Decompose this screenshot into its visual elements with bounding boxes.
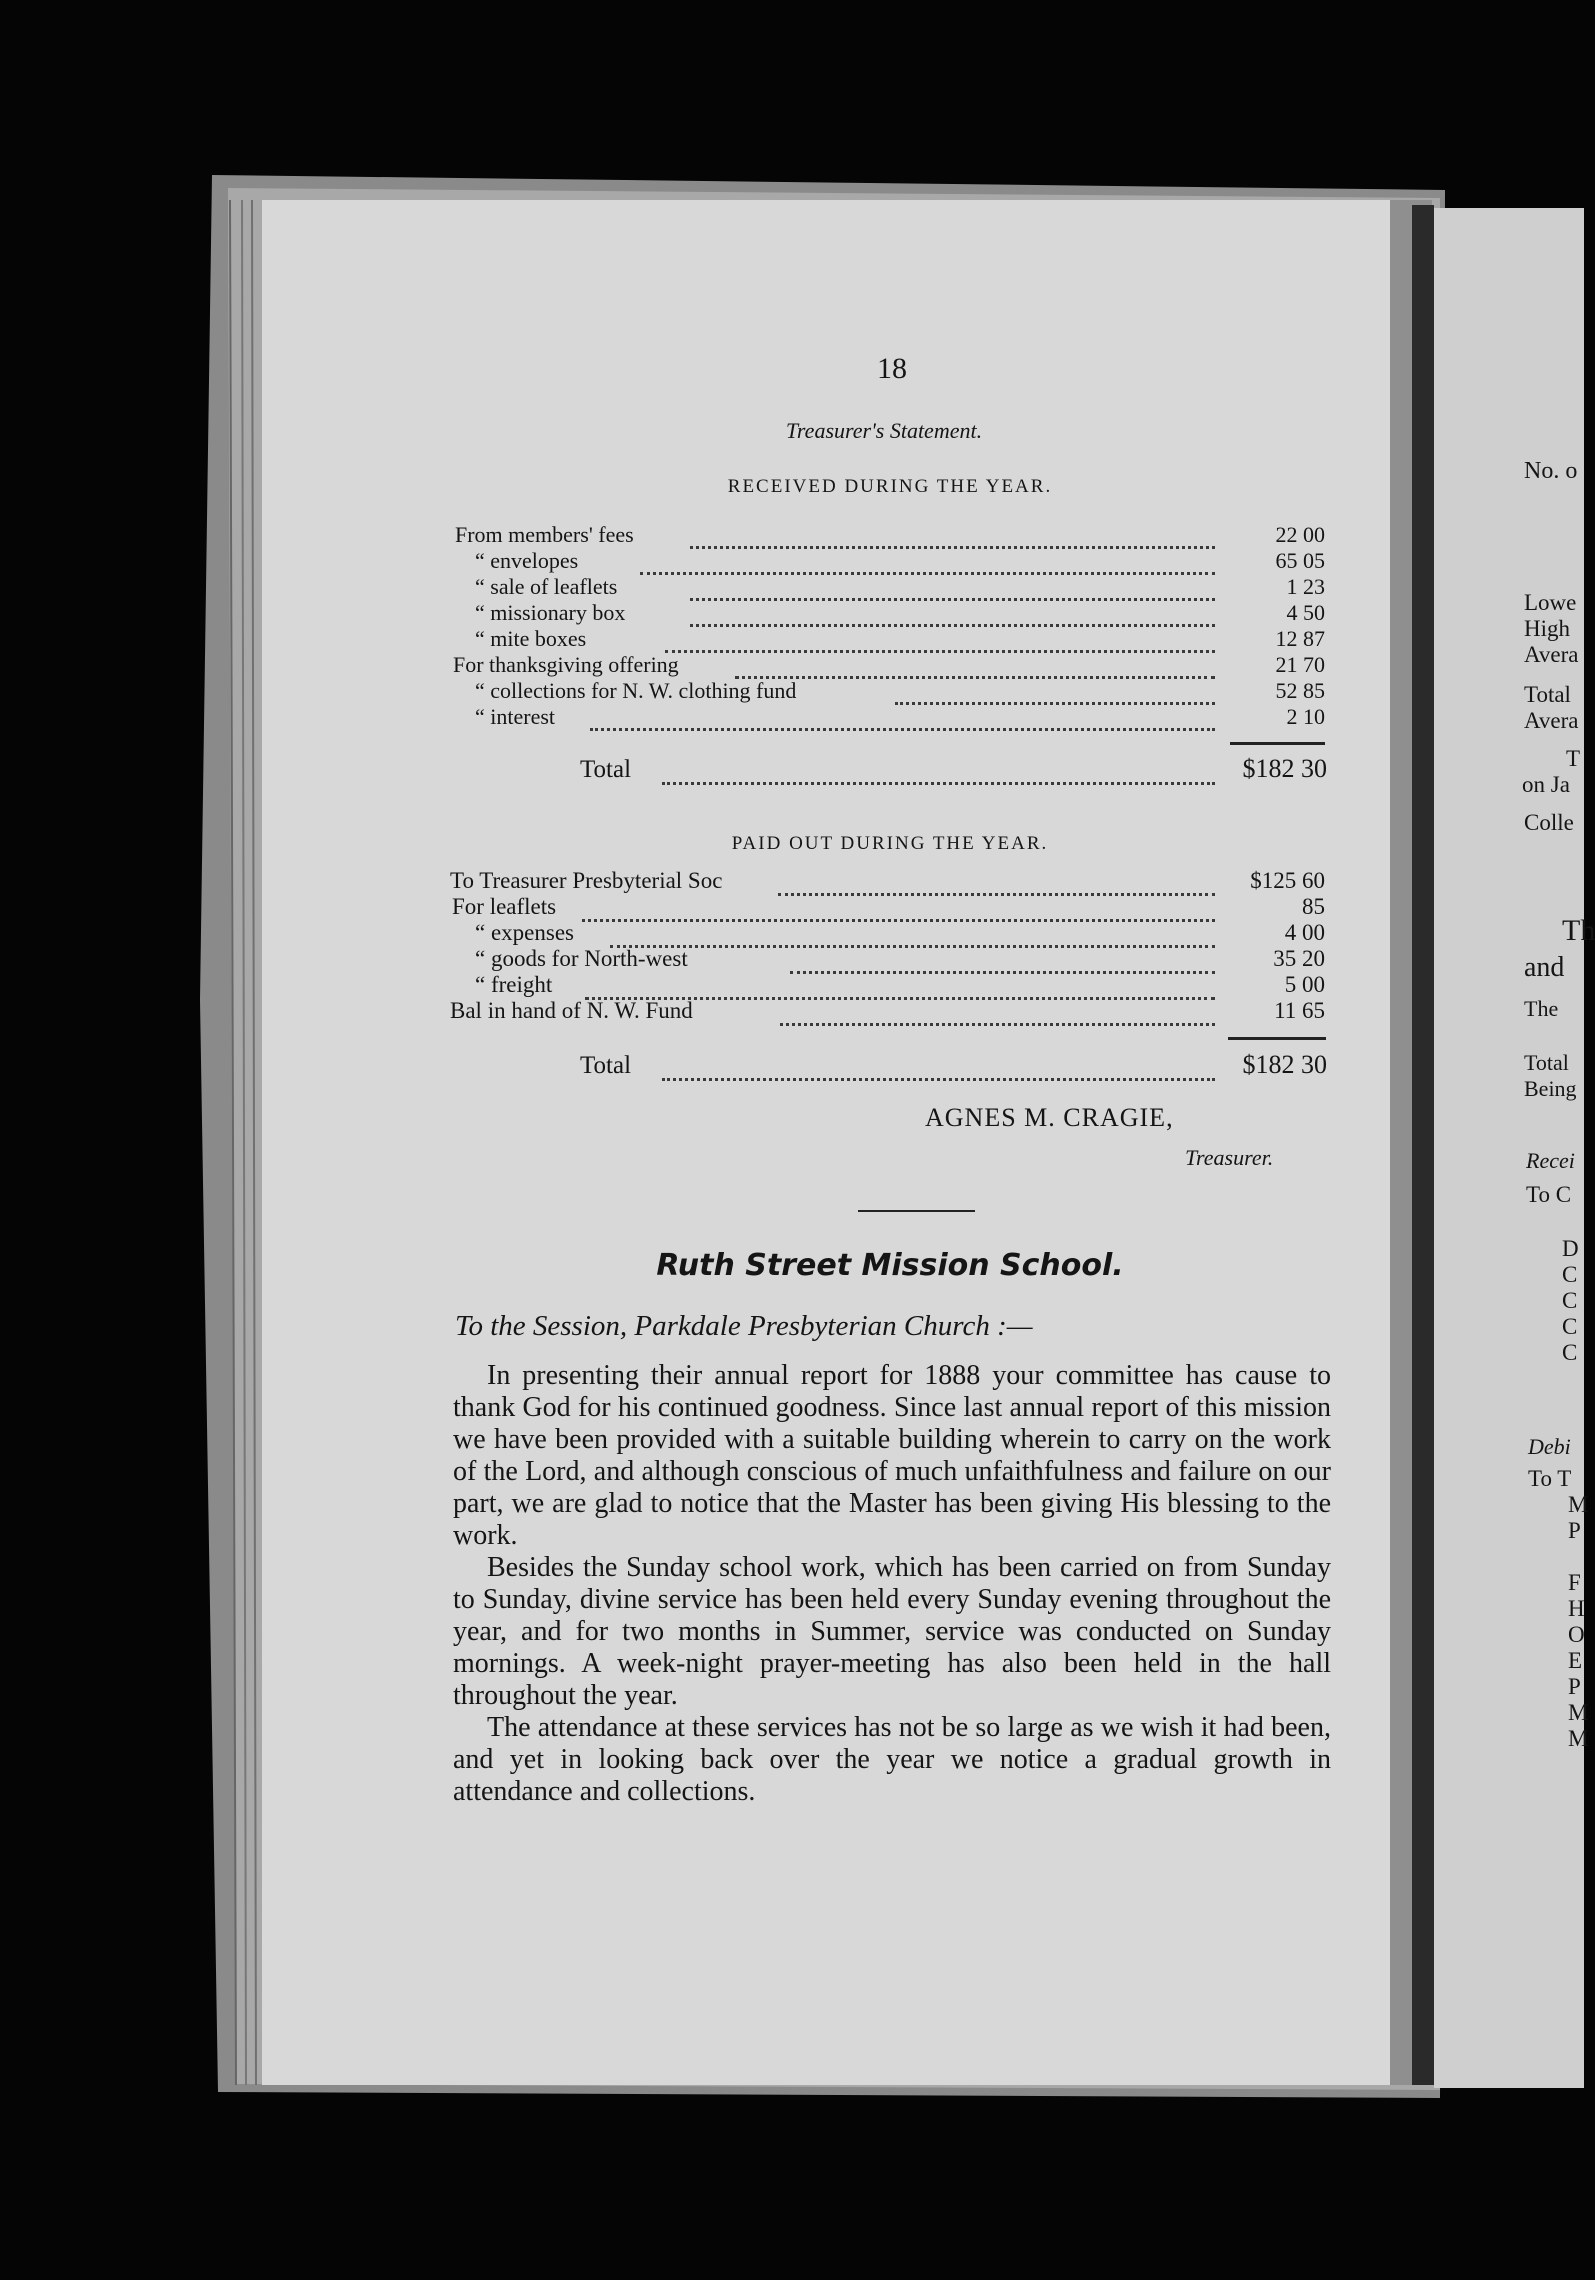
total-rule [1230,742,1325,745]
row-amount: 2 10 [1286,704,1325,729]
row-amount: 11 65 [1274,998,1325,1023]
gutter [1412,205,1434,2085]
leader-dots [895,702,1215,705]
fragment: D [1562,1236,1579,1261]
statement-title: Treasurer's Statement. [785,418,983,443]
fragment: M [1568,1700,1589,1725]
row-label: “ sale of leaflets [475,574,618,599]
row-amount: $125 60 [1250,868,1325,893]
fragment: O [1568,1622,1585,1647]
fragment: H [1568,1596,1585,1621]
fragment: Total [1524,1050,1569,1075]
fragment: C [1562,1262,1578,1287]
fragment: No. o [1524,458,1578,484]
total-label: Total [580,756,632,783]
total-amount: $182 30 [1242,754,1327,783]
facing-page-fragments [1434,0,1595,2280]
fragment: To C [1526,1182,1572,1207]
row-amount: 85 [1302,894,1325,919]
row-amount: 12 87 [1275,626,1325,651]
row-label: For leaflets [452,894,557,919]
fragment: E [1568,1648,1583,1673]
fragment: C [1562,1288,1578,1313]
fragment: High [1524,616,1570,641]
row-amount: 35 20 [1273,946,1325,971]
row-amount: 1 23 [1286,574,1325,599]
fragment: C [1562,1314,1578,1339]
leader-dots [640,572,1215,575]
leader-dots [690,546,1215,549]
leader-dots [690,598,1215,601]
fragment: The [1524,996,1559,1021]
leader-dots [690,624,1215,627]
leader-dots [790,971,1215,974]
mission-title: Ruth Street Mission School. [656,1248,1124,1283]
report-body [453,1360,1331,1808]
fragment: P [1568,1518,1581,1543]
fragment: P [1568,1674,1581,1699]
leader-dots [662,782,1215,785]
fragment: Lowe [1524,590,1577,615]
fragment: on Ja [1522,772,1570,797]
leader-dots [778,893,1215,896]
paragraph: In presenting their annual report for 1888 your committee has cause to thank God for his continued goodness. Since last annual report of this mission we have been provided with a suitable building wherein to carry on the work of the Lord, and although conscious of much unfaithfulness and failure on our part, we are glad to notice that the Master has been giving His blessing to the work. [453,1360,1331,1551]
fragment: and [1524,952,1565,983]
fragment: Being [1524,1076,1577,1101]
total-amount: $182 30 [1242,1050,1327,1079]
section-divider [858,1210,975,1212]
paragraph: Besides the Sunday school work, which has been carried on from Sunday to Sunday, divine service has been held every Sunday evening throughout the year, and for two months in Summer, service was conducted on Sunday mornings. A week-night prayer-meeting has also been held in the hall throughout the year. [453,1552,1331,1711]
fragment: Total [1524,682,1571,707]
fragment: F [1568,1570,1581,1595]
fragment: M [1568,1492,1589,1517]
leader-dots [662,1078,1215,1081]
row-amount: 4 50 [1286,600,1325,625]
salutation: To the Session, Parkdale Presbyterian Church :— [455,1310,1033,1342]
total-label: Total [580,1052,632,1079]
fragment: Debi [1528,1434,1571,1459]
row-amount: 22 00 [1275,522,1325,547]
row-label: “ collections for N. W. clothing fund [475,678,797,703]
fragment: C [1562,1340,1578,1365]
leader-dots [582,919,1215,922]
paragraph: The attendance at these services has not be so large as we wish it had been, and yet in looking back over the year we notice a gradual growth in attendance and collections. [453,1712,1331,1807]
fragment: Colle [1524,810,1574,835]
row-label: “ goods for North-west [475,946,688,971]
received-heading: RECEIVED DURING THE YEAR. [727,476,1053,497]
row-label: “ missionary box [475,600,626,625]
leader-dots [590,728,1215,731]
row-amount: 5 00 [1284,972,1325,997]
paid-heading: PAID OUT DURING THE YEAR. [731,833,1049,854]
leader-dots [610,945,1215,948]
row-label: Bal in hand of N. W. Fund [450,998,693,1023]
fragment: To T [1528,1466,1572,1491]
row-amount: 21 70 [1275,652,1325,677]
fragment: Avera [1524,642,1579,667]
page-number: 18 [877,352,907,385]
row-label: “ freight [475,972,553,997]
row-amount: 4 00 [1284,920,1325,945]
row-label: For thanksgiving offering [453,652,679,677]
row-label: To Treasurer Presbyterial Soc [450,868,723,893]
leader-dots [780,1023,1215,1026]
fragment: M [1568,1726,1589,1751]
treasurer-role: Treasurer. [1185,1145,1274,1170]
row-label: “ mite boxes [475,626,587,651]
row-label: “ interest [475,704,556,729]
total-rule [1228,1037,1326,1040]
fragment: Th [1562,914,1595,947]
row-label: “ envelopes [475,548,579,573]
leader-dots [665,650,1215,653]
row-label: “ expenses [475,920,574,945]
fragment: Avera [1524,708,1579,733]
row-label: From members' fees [455,522,634,547]
fragment: T [1566,746,1581,771]
leader-dots [735,676,1215,679]
fragment: Recei [1526,1148,1575,1173]
row-amount: 52 85 [1275,678,1325,703]
treasurer-name: AGNES M. CRAGIE, [925,1103,1174,1132]
row-amount: 65 05 [1275,548,1325,573]
